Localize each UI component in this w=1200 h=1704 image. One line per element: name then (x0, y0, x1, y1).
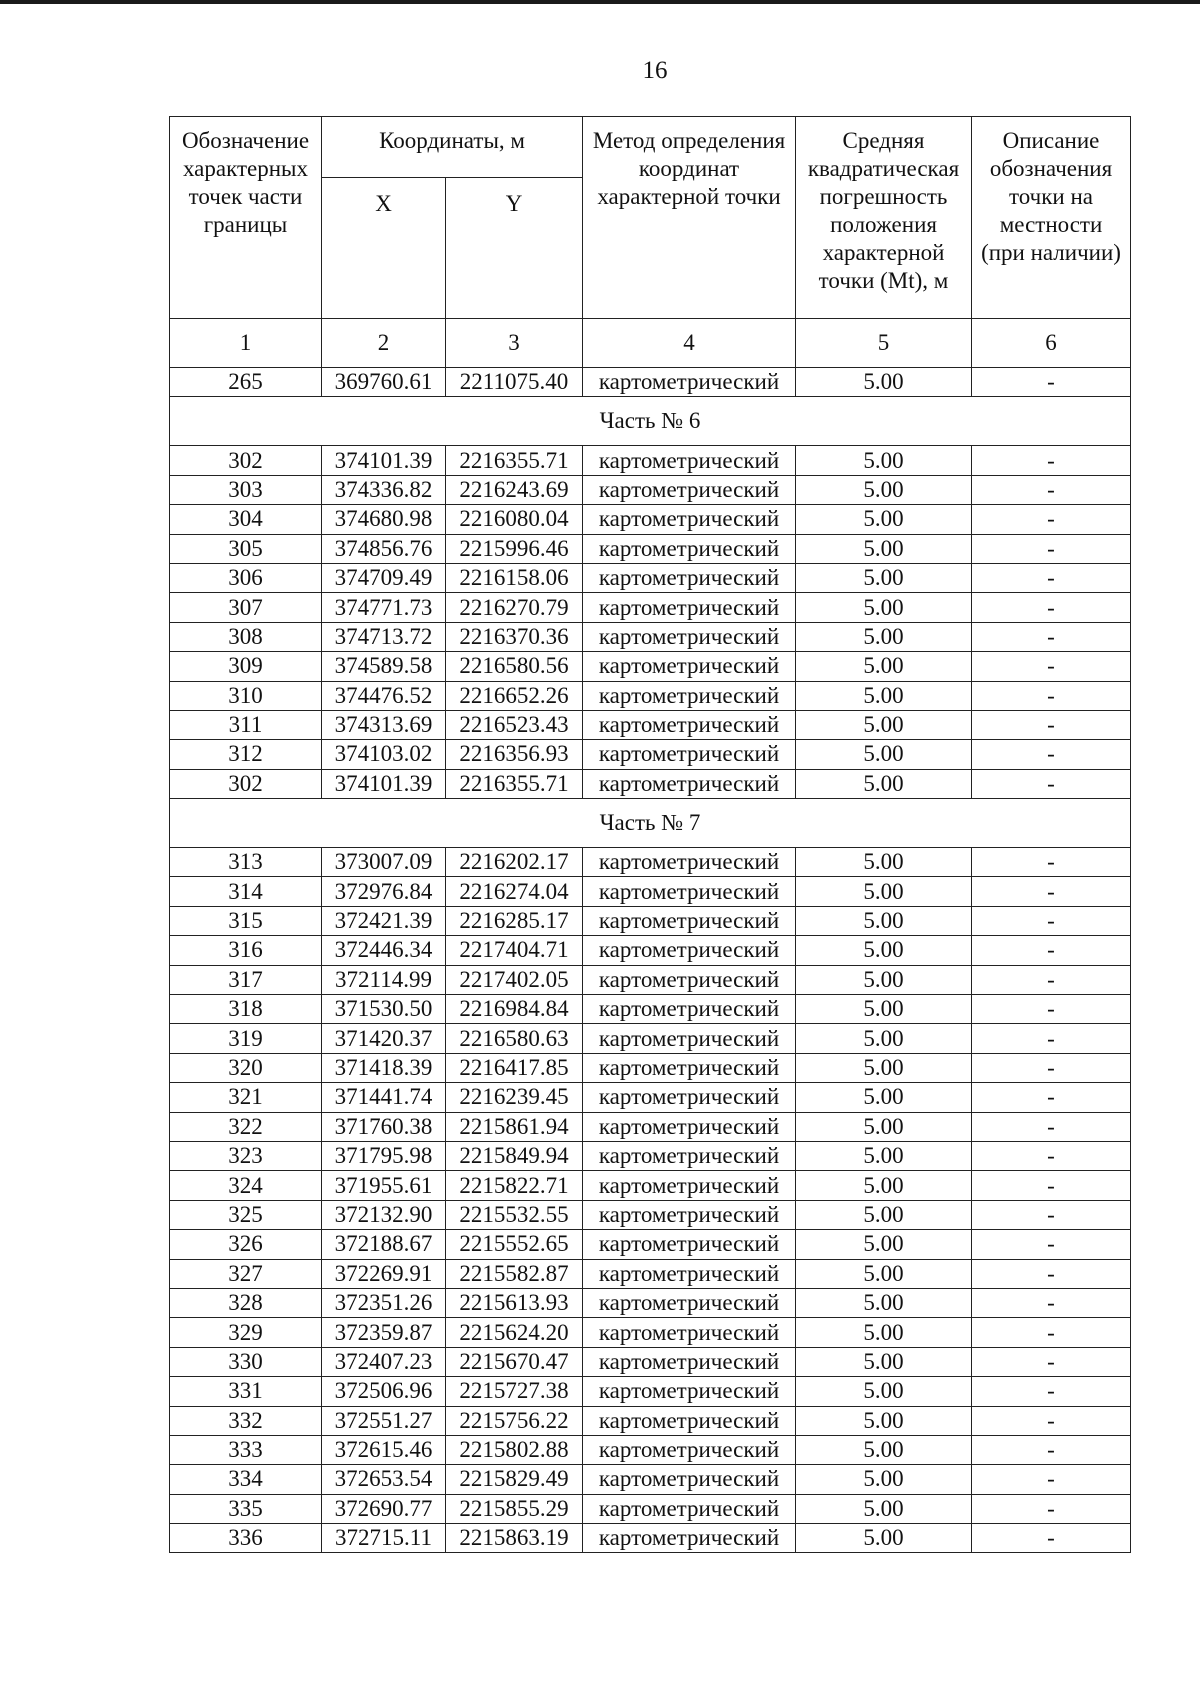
description-cell: - (972, 1465, 1131, 1494)
table-row (170, 505, 1131, 534)
point-cell: 335 (170, 1494, 322, 1523)
error-cell: 5.00 (796, 710, 972, 739)
y-cell: 2215613.93 (446, 1288, 583, 1317)
error-cell: 5.00 (796, 1083, 972, 1112)
point-cell: 305 (170, 534, 322, 563)
table-row (170, 740, 1131, 769)
y-cell: 2216417.85 (446, 1053, 583, 1082)
description-cell: - (972, 1435, 1131, 1464)
error-cell: 5.00 (796, 1465, 972, 1494)
y-cell: 2216270.79 (446, 593, 583, 622)
method-cell: картометрический (583, 1288, 796, 1317)
x-cell: 371418.39 (322, 1053, 446, 1082)
y-cell: 2216355.71 (446, 769, 583, 798)
error-cell: 5.00 (796, 936, 972, 965)
y-cell: 2211075.40 (446, 368, 583, 397)
header-coordinates: Координаты, м (322, 117, 583, 178)
point-cell: 332 (170, 1406, 322, 1435)
description-cell: - (972, 877, 1131, 906)
description-cell: - (972, 1494, 1131, 1523)
error-cell: 5.00 (796, 1230, 972, 1259)
method-cell: картометрический (583, 1083, 796, 1112)
error-cell: 5.00 (796, 740, 972, 769)
y-cell: 2215582.87 (446, 1259, 583, 1288)
section-title: Часть № 7 (170, 799, 1131, 848)
method-cell: картометрический (583, 1377, 796, 1406)
y-cell: 2216274.04 (446, 877, 583, 906)
y-cell: 2216370.36 (446, 622, 583, 651)
error-cell: 5.00 (796, 1494, 972, 1523)
point-cell: 321 (170, 1083, 322, 1112)
method-cell: картометрический (583, 563, 796, 592)
point-cell: 306 (170, 563, 322, 592)
x-cell: 372653.54 (322, 1465, 446, 1494)
error-cell: 5.00 (796, 1288, 972, 1317)
x-cell: 372421.39 (322, 906, 446, 935)
x-cell: 374680.98 (322, 505, 446, 534)
description-cell: - (972, 534, 1131, 563)
table-row (170, 995, 1131, 1024)
description-cell: - (972, 769, 1131, 798)
table-row (170, 1200, 1131, 1229)
method-cell: картометрический (583, 534, 796, 563)
table-row (170, 1141, 1131, 1170)
method-cell: картометрический (583, 1112, 796, 1141)
method-cell: картометрический (583, 965, 796, 994)
error-cell: 5.00 (796, 475, 972, 504)
error-cell: 5.00 (796, 1406, 972, 1435)
column-number: 5 (796, 319, 972, 368)
error-cell: 5.00 (796, 1024, 972, 1053)
y-cell: 2215863.19 (446, 1524, 583, 1553)
y-cell: 2216285.17 (446, 906, 583, 935)
y-cell: 2215727.38 (446, 1377, 583, 1406)
x-cell: 372976.84 (322, 877, 446, 906)
x-cell: 373007.09 (322, 848, 446, 877)
y-cell: 2215822.71 (446, 1171, 583, 1200)
point-cell: 329 (170, 1318, 322, 1347)
y-cell: 2215802.88 (446, 1435, 583, 1464)
x-cell: 372690.77 (322, 1494, 446, 1523)
description-cell: - (972, 1288, 1131, 1317)
top-rule (0, 0, 1200, 4)
point-cell: 323 (170, 1141, 322, 1170)
error-cell: 5.00 (796, 1347, 972, 1376)
table-row (170, 1435, 1131, 1464)
point-cell: 319 (170, 1024, 322, 1053)
point-cell: 322 (170, 1112, 322, 1141)
point-cell: 307 (170, 593, 322, 622)
method-cell: картометрический (583, 1465, 796, 1494)
description-cell: - (972, 1377, 1131, 1406)
point-cell: 312 (170, 740, 322, 769)
x-cell: 371760.38 (322, 1112, 446, 1141)
table-row (170, 652, 1131, 681)
method-cell: картометрический (583, 1406, 796, 1435)
method-cell: картометрический (583, 936, 796, 965)
point-cell: 308 (170, 622, 322, 651)
column-number: 4 (583, 319, 796, 368)
method-cell: картометрический (583, 593, 796, 622)
point-cell: 330 (170, 1347, 322, 1376)
description-cell: - (972, 1347, 1131, 1376)
description-cell: - (972, 710, 1131, 739)
description-cell: - (972, 1053, 1131, 1082)
y-cell: 2216580.56 (446, 652, 583, 681)
error-cell: 5.00 (796, 1435, 972, 1464)
table-row (170, 1465, 1131, 1494)
header-method: Метод определения координат характерной точки (583, 117, 796, 319)
error-cell: 5.00 (796, 1053, 972, 1082)
description-cell: - (972, 740, 1131, 769)
error-cell: 5.00 (796, 965, 972, 994)
y-cell: 2216239.45 (446, 1083, 583, 1112)
description-cell: - (972, 995, 1131, 1024)
y-cell: 2216355.71 (446, 446, 583, 475)
description-cell: - (972, 1230, 1131, 1259)
x-cell: 374336.82 (322, 475, 446, 504)
error-cell: 5.00 (796, 1171, 972, 1200)
y-cell: 2215861.94 (446, 1112, 583, 1141)
point-cell: 302 (170, 446, 322, 475)
method-cell: картометрический (583, 1141, 796, 1170)
point-cell: 314 (170, 877, 322, 906)
table-row (170, 848, 1131, 877)
point-cell: 324 (170, 1171, 322, 1200)
y-cell: 2215996.46 (446, 534, 583, 563)
method-cell: картометрический (583, 1171, 796, 1200)
point-cell: 318 (170, 995, 322, 1024)
description-cell: - (972, 1112, 1131, 1141)
table-row (170, 936, 1131, 965)
table-row (170, 769, 1131, 798)
y-cell: 2216243.69 (446, 475, 583, 504)
x-cell: 372551.27 (322, 1406, 446, 1435)
error-cell: 5.00 (796, 769, 972, 798)
table-row (170, 1377, 1131, 1406)
x-cell: 372114.99 (322, 965, 446, 994)
x-cell: 374476.52 (322, 681, 446, 710)
description-cell: - (972, 1200, 1131, 1229)
description-cell: - (972, 563, 1131, 592)
error-cell: 5.00 (796, 1259, 972, 1288)
x-cell: 374103.02 (322, 740, 446, 769)
point-cell: 334 (170, 1465, 322, 1494)
table-row (170, 1259, 1131, 1288)
x-cell: 372615.46 (322, 1435, 446, 1464)
method-cell: картометрический (583, 446, 796, 475)
x-cell: 371441.74 (322, 1083, 446, 1112)
description-cell: - (972, 1171, 1131, 1200)
table-row (170, 534, 1131, 563)
table-row (170, 906, 1131, 935)
header-x: X (322, 178, 446, 319)
description-cell: - (972, 446, 1131, 475)
x-cell: 371420.37 (322, 1024, 446, 1053)
error-cell: 5.00 (796, 505, 972, 534)
table-row (170, 1024, 1131, 1053)
point-cell: 328 (170, 1288, 322, 1317)
y-cell: 2216202.17 (446, 848, 583, 877)
table-row (170, 1053, 1131, 1082)
table-row (170, 1112, 1131, 1141)
point-cell: 309 (170, 652, 322, 681)
section-header-row (170, 799, 1131, 848)
table-row (170, 965, 1131, 994)
column-number-row (170, 319, 1131, 368)
method-cell: картометрический (583, 1053, 796, 1082)
description-cell: - (972, 1259, 1131, 1288)
header-y: Y (446, 178, 583, 319)
x-cell: 372715.11 (322, 1524, 446, 1553)
x-cell: 372506.96 (322, 1377, 446, 1406)
column-number: 3 (446, 319, 583, 368)
x-cell: 372132.90 (322, 1200, 446, 1229)
method-cell: картометрический (583, 1524, 796, 1553)
method-cell: картометрический (583, 1347, 796, 1376)
point-cell: 336 (170, 1524, 322, 1553)
error-cell: 5.00 (796, 563, 972, 592)
method-cell: картометрический (583, 1200, 796, 1229)
page-number: 16 (642, 57, 668, 84)
point-cell: 303 (170, 475, 322, 504)
method-cell: картометрический (583, 681, 796, 710)
point-cell: 310 (170, 681, 322, 710)
section-title: Часть № 6 (170, 397, 1131, 446)
error-cell: 5.00 (796, 1377, 972, 1406)
method-cell: картометрический (583, 995, 796, 1024)
table-row (170, 622, 1131, 651)
header-error: Средняя квадратическая погрешность положения характерной точки (Mt), м (796, 117, 972, 319)
error-cell: 5.00 (796, 906, 972, 935)
method-cell: картометрический (583, 652, 796, 681)
y-cell: 2216356.93 (446, 740, 583, 769)
x-cell: 372188.67 (322, 1230, 446, 1259)
point-cell: 327 (170, 1259, 322, 1288)
table-row (170, 1347, 1131, 1376)
description-cell: - (972, 936, 1131, 965)
y-cell: 2216080.04 (446, 505, 583, 534)
column-number: 2 (322, 319, 446, 368)
table-row (170, 1494, 1131, 1523)
x-cell: 374713.72 (322, 622, 446, 651)
y-cell: 2215670.47 (446, 1347, 583, 1376)
description-cell: - (972, 1318, 1131, 1347)
description-cell: - (972, 368, 1131, 397)
description-cell: - (972, 1524, 1131, 1553)
method-cell: картометрический (583, 475, 796, 504)
point-cell: 331 (170, 1377, 322, 1406)
table-row (170, 681, 1131, 710)
header-description: Описание обозначения точки на местности (при наличии) (972, 117, 1131, 319)
table-row (170, 475, 1131, 504)
y-cell: 2217402.05 (446, 965, 583, 994)
y-cell: 2215532.55 (446, 1200, 583, 1229)
table-row (170, 877, 1131, 906)
x-cell: 374589.58 (322, 652, 446, 681)
point-cell: 311 (170, 710, 322, 739)
x-cell: 374101.39 (322, 769, 446, 798)
x-cell: 371955.61 (322, 1171, 446, 1200)
description-cell: - (972, 681, 1131, 710)
header-point: Обозначение характерных точек части границы (170, 117, 322, 319)
error-cell: 5.00 (796, 622, 972, 651)
x-cell: 371530.50 (322, 995, 446, 1024)
x-cell: 374313.69 (322, 710, 446, 739)
x-cell: 374856.76 (322, 534, 446, 563)
error-cell: 5.00 (796, 848, 972, 877)
y-cell: 2216580.63 (446, 1024, 583, 1053)
y-cell: 2215552.65 (446, 1230, 583, 1259)
x-cell: 369760.61 (322, 368, 446, 397)
error-cell: 5.00 (796, 877, 972, 906)
table-row (170, 1171, 1131, 1200)
x-cell: 371795.98 (322, 1141, 446, 1170)
point-cell: 316 (170, 936, 322, 965)
y-cell: 2215849.94 (446, 1141, 583, 1170)
point-cell: 304 (170, 505, 322, 534)
point-cell: 326 (170, 1230, 322, 1259)
description-cell: - (972, 652, 1131, 681)
description-cell: - (972, 848, 1131, 877)
x-cell: 374709.49 (322, 563, 446, 592)
error-cell: 5.00 (796, 1318, 972, 1347)
error-cell: 5.00 (796, 368, 972, 397)
y-cell: 2215756.22 (446, 1406, 583, 1435)
table-row (170, 1083, 1131, 1112)
error-cell: 5.00 (796, 1112, 972, 1141)
boundary-points-table (169, 116, 1131, 1553)
table-row (170, 710, 1131, 739)
description-cell: - (972, 1141, 1131, 1170)
error-cell: 5.00 (796, 1141, 972, 1170)
x-cell: 374771.73 (322, 593, 446, 622)
description-cell: - (972, 965, 1131, 994)
table-row (170, 593, 1131, 622)
table-row (170, 1230, 1131, 1259)
y-cell: 2216652.26 (446, 681, 583, 710)
method-cell: картометрический (583, 1494, 796, 1523)
method-cell: картометрический (583, 505, 796, 534)
x-cell: 374101.39 (322, 446, 446, 475)
table-row (170, 1318, 1131, 1347)
point-cell: 333 (170, 1435, 322, 1464)
method-cell: картометрический (583, 622, 796, 651)
error-cell: 5.00 (796, 593, 972, 622)
x-cell: 372269.91 (322, 1259, 446, 1288)
method-cell: картометрический (583, 1230, 796, 1259)
y-cell: 2216158.06 (446, 563, 583, 592)
description-cell: - (972, 505, 1131, 534)
method-cell: картометрический (583, 1318, 796, 1347)
method-cell: картометрический (583, 769, 796, 798)
x-cell: 372359.87 (322, 1318, 446, 1347)
error-cell: 5.00 (796, 1524, 972, 1553)
description-cell: - (972, 1083, 1131, 1112)
error-cell: 5.00 (796, 652, 972, 681)
table-row (170, 446, 1131, 475)
table-row (170, 1288, 1131, 1317)
method-cell: картометрический (583, 1024, 796, 1053)
point-cell: 317 (170, 965, 322, 994)
table-row (170, 563, 1131, 592)
method-cell: картометрический (583, 877, 796, 906)
point-cell: 302 (170, 769, 322, 798)
column-number: 1 (170, 319, 322, 368)
method-cell: картометрический (583, 740, 796, 769)
description-cell: - (972, 906, 1131, 935)
y-cell: 2216523.43 (446, 710, 583, 739)
table-body (170, 368, 1131, 1553)
y-cell: 2215829.49 (446, 1465, 583, 1494)
error-cell: 5.00 (796, 446, 972, 475)
error-cell: 5.00 (796, 534, 972, 563)
y-cell: 2215855.29 (446, 1494, 583, 1523)
column-number: 6 (972, 319, 1131, 368)
error-cell: 5.00 (796, 1200, 972, 1229)
x-cell: 372407.23 (322, 1347, 446, 1376)
table-row (170, 1406, 1131, 1435)
table-row (170, 368, 1131, 397)
x-cell: 372446.34 (322, 936, 446, 965)
description-cell: - (972, 593, 1131, 622)
method-cell: картометрический (583, 710, 796, 739)
error-cell: 5.00 (796, 995, 972, 1024)
error-cell: 5.00 (796, 681, 972, 710)
point-cell: 320 (170, 1053, 322, 1082)
point-cell: 315 (170, 906, 322, 935)
method-cell: картометрический (583, 906, 796, 935)
description-cell: - (972, 622, 1131, 651)
y-cell: 2216984.84 (446, 995, 583, 1024)
y-cell: 2217404.71 (446, 936, 583, 965)
point-cell: 265 (170, 368, 322, 397)
method-cell: картометрический (583, 368, 796, 397)
table-row (170, 1524, 1131, 1553)
method-cell: картометрический (583, 1259, 796, 1288)
point-cell: 325 (170, 1200, 322, 1229)
section-header-row (170, 397, 1131, 446)
point-cell: 313 (170, 848, 322, 877)
method-cell: картометрический (583, 848, 796, 877)
description-cell: - (972, 1024, 1131, 1053)
description-cell: - (972, 1406, 1131, 1435)
method-cell: картометрический (583, 1435, 796, 1464)
x-cell: 372351.26 (322, 1288, 446, 1317)
description-cell: - (972, 475, 1131, 504)
y-cell: 2215624.20 (446, 1318, 583, 1347)
